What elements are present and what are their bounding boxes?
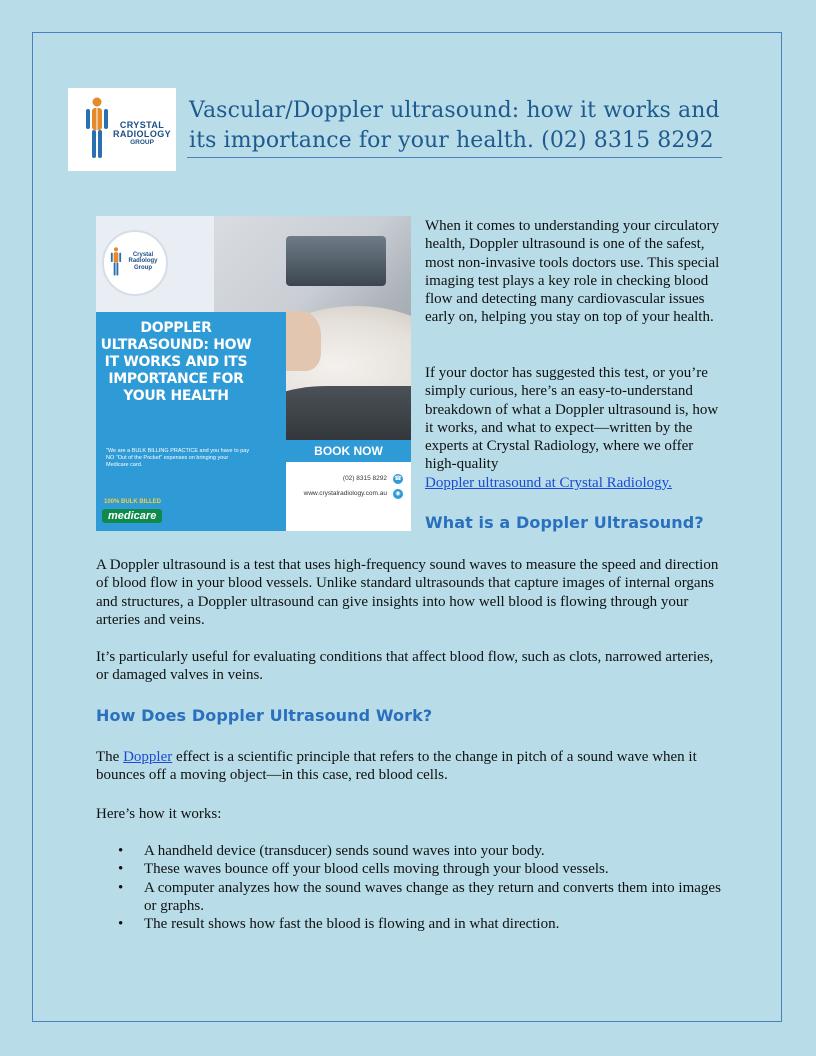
list-item: • A computer analyzes how the sound waves change as they return and converts them into images or graphs.: [96, 879, 724, 916]
monitor-shape: [286, 236, 386, 286]
what-is-paragraph-2: It’s particularly useful for evaluating conditions that affect blood flow, such as clots, narrowed arteries, or damaged valves in veins.: [96, 649, 714, 684]
doppler-service-link[interactable]: Doppler ultrasound at Crystal Radiology.: [425, 474, 672, 491]
section-heading-what-is: What is a Doppler Ultrasound?: [425, 513, 704, 532]
promo-circle-logo: [102, 230, 168, 296]
promo-phone: (02) 8315 8292: [342, 475, 387, 482]
globe-icon: ◉: [393, 489, 403, 499]
list-item: • The result shows how fast the blood is flowing and in what direction.: [96, 915, 724, 933]
promo-contact-box: [286, 462, 411, 531]
logo-line-2: RADIOLOGY: [112, 129, 172, 139]
how-works-prefix: The: [96, 749, 124, 765]
list-item: • These waves bounce off your blood cells moving through your blood vessels.: [96, 860, 724, 878]
promo-image: [96, 216, 411, 531]
title-divider: [187, 157, 722, 158]
intro-paragraph-2-text: If your doctor has suggested this test, or you’re simply curious, here’s an easy-to-understand breakdown of what a Doppler ultrasound is, how it works, and what to expect—written by the experts at Crystal Radiology, where we offer high-quality: [425, 365, 719, 473]
logo-line-3: GROUP: [130, 139, 154, 146]
book-now-banner: BOOK NOW: [286, 440, 411, 462]
section-heading-how-works: How Does Doppler Ultrasound Work?: [96, 706, 433, 725]
doppler-link[interactable]: Doppler: [123, 749, 173, 765]
phone-icon: ☎: [394, 476, 402, 482]
how-works-paragraph-1: [96, 748, 724, 785]
promo-bulk-billed: 100% BULK BILLED: [104, 499, 162, 505]
list-item: • A handheld device (transducer) sends sound waves into your body.: [96, 842, 724, 860]
promo-logo-text: Crystal Radiology Group: [128, 252, 158, 271]
intro-paragraph-1: When it comes to understanding your circulatory health, Doppler ultrasound is one of the safest, most non-invasive tools doctors use. This special imaging test plays a key role in checking blood flow and detecting many cardiovascular issues early on, helping you stay on top of your health.: [425, 218, 720, 326]
intro-paragraph-2: [425, 364, 725, 492]
logo-wordmark: [112, 121, 172, 147]
human-figure-icon: [109, 244, 123, 280]
promo-bulk-billing-note: "We are a BULK BILLING PRACTICE and you have to pay NO "Out of the Pocket" expenses on bringing your Medicare card.: [106, 448, 250, 468]
promo-headline: DOPPLER ULTRASOUND: HOW IT WORKS AND ITS IMPORTANCE FOR YOUR HEALTH: [100, 320, 252, 404]
medicare-badge: medicare: [102, 509, 162, 523]
logo-line-1: CRYSTAL: [119, 120, 165, 130]
crystal-radiology-logo: [68, 88, 176, 171]
how-works-paragraph-2: Here’s how it works:: [96, 806, 222, 822]
how-works-suffix: effect is a scientific principle that refers to the change in pitch of a sound wave when it bounces off a moving object—in this case, red blood cells.: [96, 749, 697, 784]
page-title: Vascular/Doppler ultrasound: how it works and its importance for your health. (02) 8315 8292: [189, 98, 720, 153]
what-is-paragraph-1: A Doppler ultrasound is a test that uses high-frequency sound waves to measure the speed and direction of blood flow in your blood vessels. Unlike standard ultrasounds that capture images of internal organs and structures, a Doppler ultrasound can give insights into how well blood is flowing through your arteries and veins.: [96, 557, 719, 628]
how-it-works-list: [96, 842, 724, 933]
promo-website: www.crystalradiology.com.au: [303, 490, 387, 497]
human-figure-icon: [82, 96, 112, 162]
